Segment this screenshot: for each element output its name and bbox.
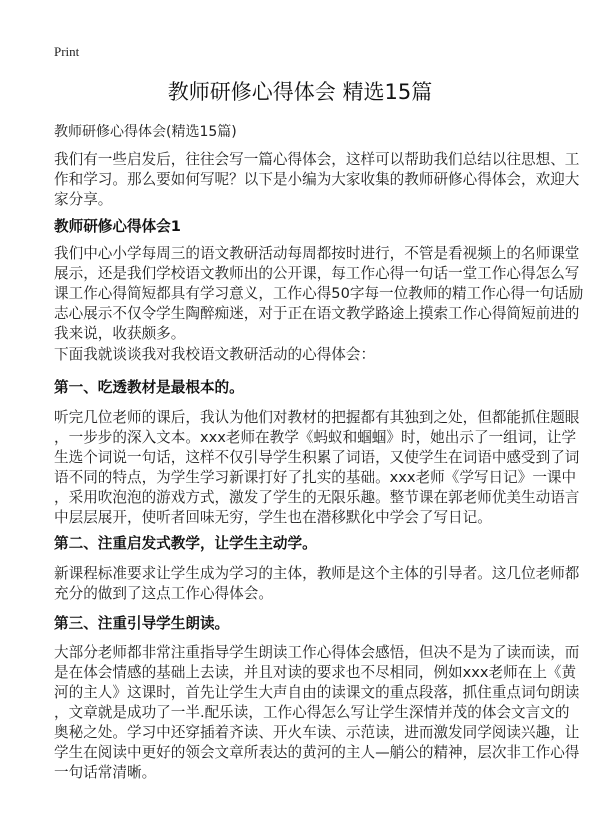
text-line: 我们有一些启发后，往往会写一篇心得体会，这样可以帮助我们总结以往思想、工 — [54, 151, 580, 168]
text-line: 充分的做到了这点工作心得体会。 — [54, 585, 273, 602]
text-line: 奥秘之处。学习中还穿插着齐读、开火车读、示范读，进而激发同学阅读兴趣，让 — [54, 724, 580, 741]
section-heading-1: 教师研修心得体会1 — [54, 218, 181, 235]
text-line: 我来说，收获颇多。 — [54, 325, 186, 342]
point-heading-1: 第一、吃透教材是最根本的。 — [54, 379, 244, 396]
text-line: ，一步步的深入文本。xxx老师在教学《蚂蚁和蝈蝈》时，她出示了一组词，让学 — [54, 429, 577, 446]
intro-paragraph — [54, 150, 580, 210]
text-line: ，采用吹泡泡的游戏方式，激发了学生的无限乐趣。整节课在郭老师优美生动语言 — [54, 489, 580, 506]
text-line: 展示，还是我们学校语文教师出的公开课，每工作心得一句话一堂工作心得怎么写 — [54, 265, 580, 282]
point-heading-3: 第三、注重引导学生朗读。 — [54, 615, 230, 632]
text-line: 语不同的特点，为学生学习新课打好了扎实的基础。xxx老师《学写日记》一课中 — [54, 469, 577, 486]
section1-paragraph-2 — [54, 345, 554, 365]
point1-paragraph — [54, 408, 580, 528]
document-title: 教师研修心得体会 精选15篇 — [167, 80, 433, 104]
point3-paragraph — [54, 643, 580, 783]
section1-paragraph — [54, 244, 584, 344]
text-line: 课工作心得简短都具有学习意义，工作心得50字每一位教师的精工作心得一句话励 — [54, 285, 584, 302]
point-heading-2: 第二、注重启发式教学，让学生主动学。 — [54, 535, 317, 552]
text-line: 志心展示不仅令学生陶醉痴迷，对于正在语文教学路途上摸索工作心得简短前进的 — [54, 305, 580, 322]
text-line: 听完几位老师的课后，我认为他们对教材的把握都有其独到之处，但都能抓住题眼 — [54, 409, 580, 426]
text-line: 是在体会情感的基础上去读，并且对读的要求也不尽相同，例如xxx老师在上《黄 — [54, 664, 577, 681]
text-line: 家分享。 — [54, 191, 113, 208]
text-line: ，文章就是成功了一半.配乐读，工作心得怎么写让学生深情并茂的体会文言文的 — [54, 704, 570, 721]
document-subtitle: 教师研修心得体会(精选15篇) — [54, 124, 237, 140]
text-line: 我们中心小学每周三的语文教研活动每周都按时进行，不管是看视频上的名师课堂 — [54, 245, 580, 262]
text-line: 一句话常清晰。 — [54, 764, 157, 781]
text-line: 生选个词说一句话，这样不仅引导学生积累了词语，又使学生在词语中感受到了词 — [54, 449, 580, 466]
text-line: 学生在阅读中更好的领会文章所表达的黄河的主人—艄公的精神，层次非工作心得 — [54, 744, 580, 761]
text-line: 河的主人》这课时，首先让学生大声自由的读课文的重点段落，抓住重点词句朗读 — [54, 684, 580, 701]
print-label[interactable]: Print — [54, 44, 80, 59]
text-line: 下面我就谈谈我对我校语文教研活动的心得体会： — [54, 346, 376, 363]
text-line: 中层层展开，使听者回味无穷，学生也在潜移默化中学会了写日记。 — [54, 509, 492, 526]
text-line: 新课程标准要求让学生成为学习的主体，教师是这个主体的引导者。这几位老师都 — [54, 565, 580, 582]
text-line: 大部分老师都非常注重指导学生朗读工作心得体会感悟，但决不是为了读而读，而 — [54, 644, 580, 661]
point2-paragraph — [54, 564, 580, 604]
text-line: 作和学习。那么要如何写呢？以下是小编为大家收集的教师研修心得体会，欢迎大 — [54, 171, 580, 188]
